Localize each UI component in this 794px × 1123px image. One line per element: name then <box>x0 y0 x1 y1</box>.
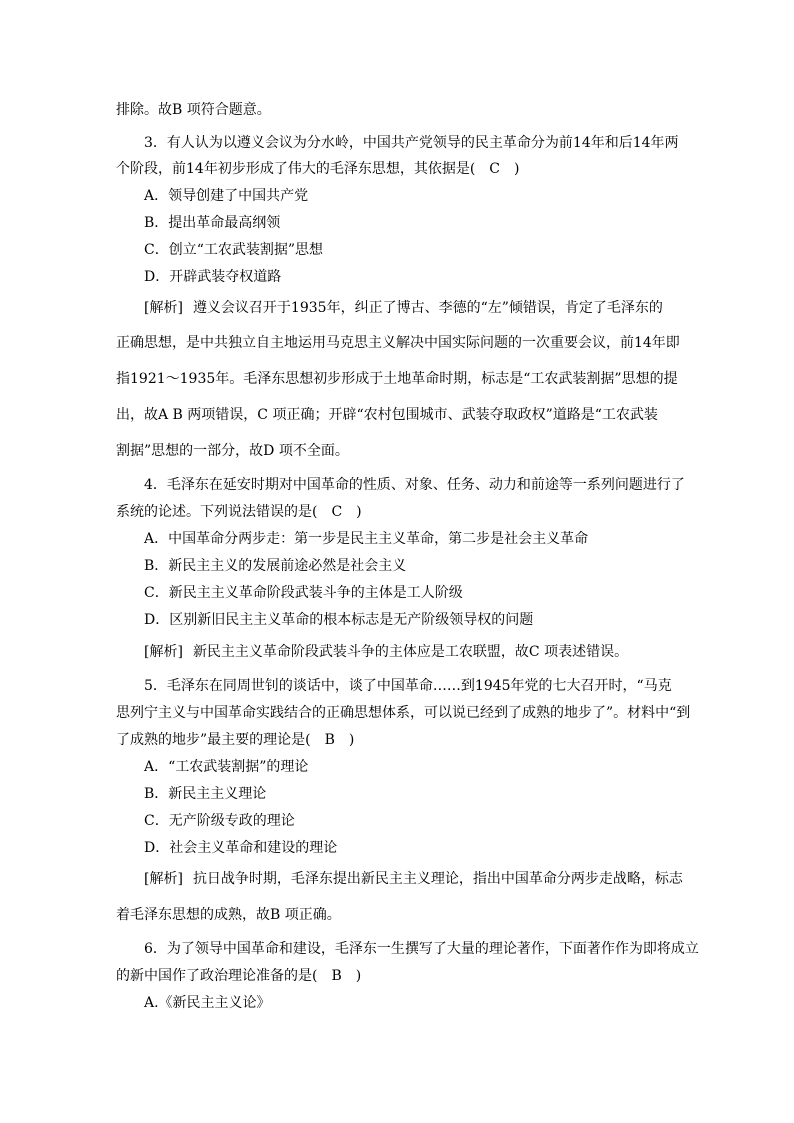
question-5-line-3: 了成熟的地步”最主要的理论是( B ) <box>116 732 355 748</box>
question-5-option-d: D．社会主义革命和建设的理论 <box>144 840 338 856</box>
question-5-line-1: 5．毛泽东在同周世钊的谈话中，谈了中国革命……到1945年党的七大召开时，“马克 <box>144 678 672 694</box>
question-6-option-a: A.《新民主主义论》 <box>144 995 271 1011</box>
question-5-option-c: C．无产阶级专政的理论 <box>144 813 295 829</box>
explanation-4-line-1 <box>144 642 628 662</box>
question-3-option-a: A．领导创建了中国共产党 <box>144 188 309 204</box>
question-6-line-1: 6．为了领导中国革命和建设，毛泽东一生撰写了大量的理论著作，下面著作作为即将成立 <box>144 941 699 957</box>
explanation-3-line-1 <box>144 298 663 318</box>
text-line: 排除。故B 项符合题意。 <box>116 102 271 118</box>
question-3-option-b: B．提出革命最高纲领 <box>144 215 281 231</box>
explanation-tag: [解析] <box>144 300 183 316</box>
explanation-text: 新民主主义革命阶段武装斗争的主体应是工农联盟，故C 项表述错误。 <box>192 644 629 660</box>
question-4-option-b: B．新民主主义的发展前途必然是社会主义 <box>144 558 407 574</box>
question-5-option-a: A．“工农武装割据”的理论 <box>144 759 309 775</box>
question-4-option-a: A．中国革命分两步走：第一步是民主主义革命，第二步是社会主义革命 <box>144 531 589 547</box>
question-4-line-1: 4．毛泽东在延安时期对中国革命的性质、对象、任务、动力和前途等一系列问题进行了 <box>144 477 685 493</box>
explanation-5-line-1 <box>144 869 683 889</box>
explanation-3-line-3: 指1921～1935年。毛泽东思想初步形成于土地革命时期，标志是“工农武装割据”思想的提 <box>116 371 678 387</box>
explanation-tag: [解析] <box>144 871 183 887</box>
question-3-option-d: D．开辟武装夺权道路 <box>144 269 282 285</box>
question-3-line-1: 3．有人认为以遵义会议为分水岭，中国共产党领导的民主革命分为前14年和后14年两 <box>144 135 679 151</box>
question-4-option-c: C．新民主主义革命阶段武装斗争的主体是工人阶级 <box>144 585 463 601</box>
question-5-line-2: 思列宁主义与中国革命实践结合的正确思想体系，可以说已经到了成熟的地步了”。材料中“到 <box>116 705 691 721</box>
question-4-option-d: D．区别新旧民主主义革命的根本标志是无产阶级领导权的问题 <box>144 612 534 628</box>
explanation-text: 遵义会议召开于1935年，纠正了博古、李德的“左”倾错误，肯定了毛泽东的 <box>192 300 663 316</box>
explanation-3-line-5: 割据”思想的一部分，故D 项不全面。 <box>116 443 349 459</box>
question-6-line-2: 的新中国作了政治理论准备的是( B ) <box>116 968 362 984</box>
explanation-5-line-2: 着毛泽东思想的成熟，故B 项正确。 <box>116 907 341 923</box>
explanation-3-line-2: 正确思想，是中共独立自主地运用马克思主义解决中国实际问题的一次重要会议，前14年即 <box>116 335 680 351</box>
question-4-line-2: 系统的论述。下列说法错误的是( C ) <box>116 504 362 520</box>
explanation-tag: [解析] <box>144 644 183 660</box>
explanation-text: 抗日战争时期，毛泽东提出新民主主义理论，指出中国革命分两步走战略，标志 <box>192 871 683 887</box>
question-3-option-c: C．创立“工农武装割据”思想 <box>144 242 324 258</box>
question-5-option-b: B．新民主主义理论 <box>144 786 267 802</box>
explanation-3-line-4: 出，故A B 两项错误，C 项正确；开辟“农村包围城市、武装夺取政权”道路是“工农武装 <box>116 407 658 423</box>
question-3-line-2: 个阶段，前14年初步形成了伟大的毛泽东思想，其依据是( C ) <box>116 161 520 177</box>
